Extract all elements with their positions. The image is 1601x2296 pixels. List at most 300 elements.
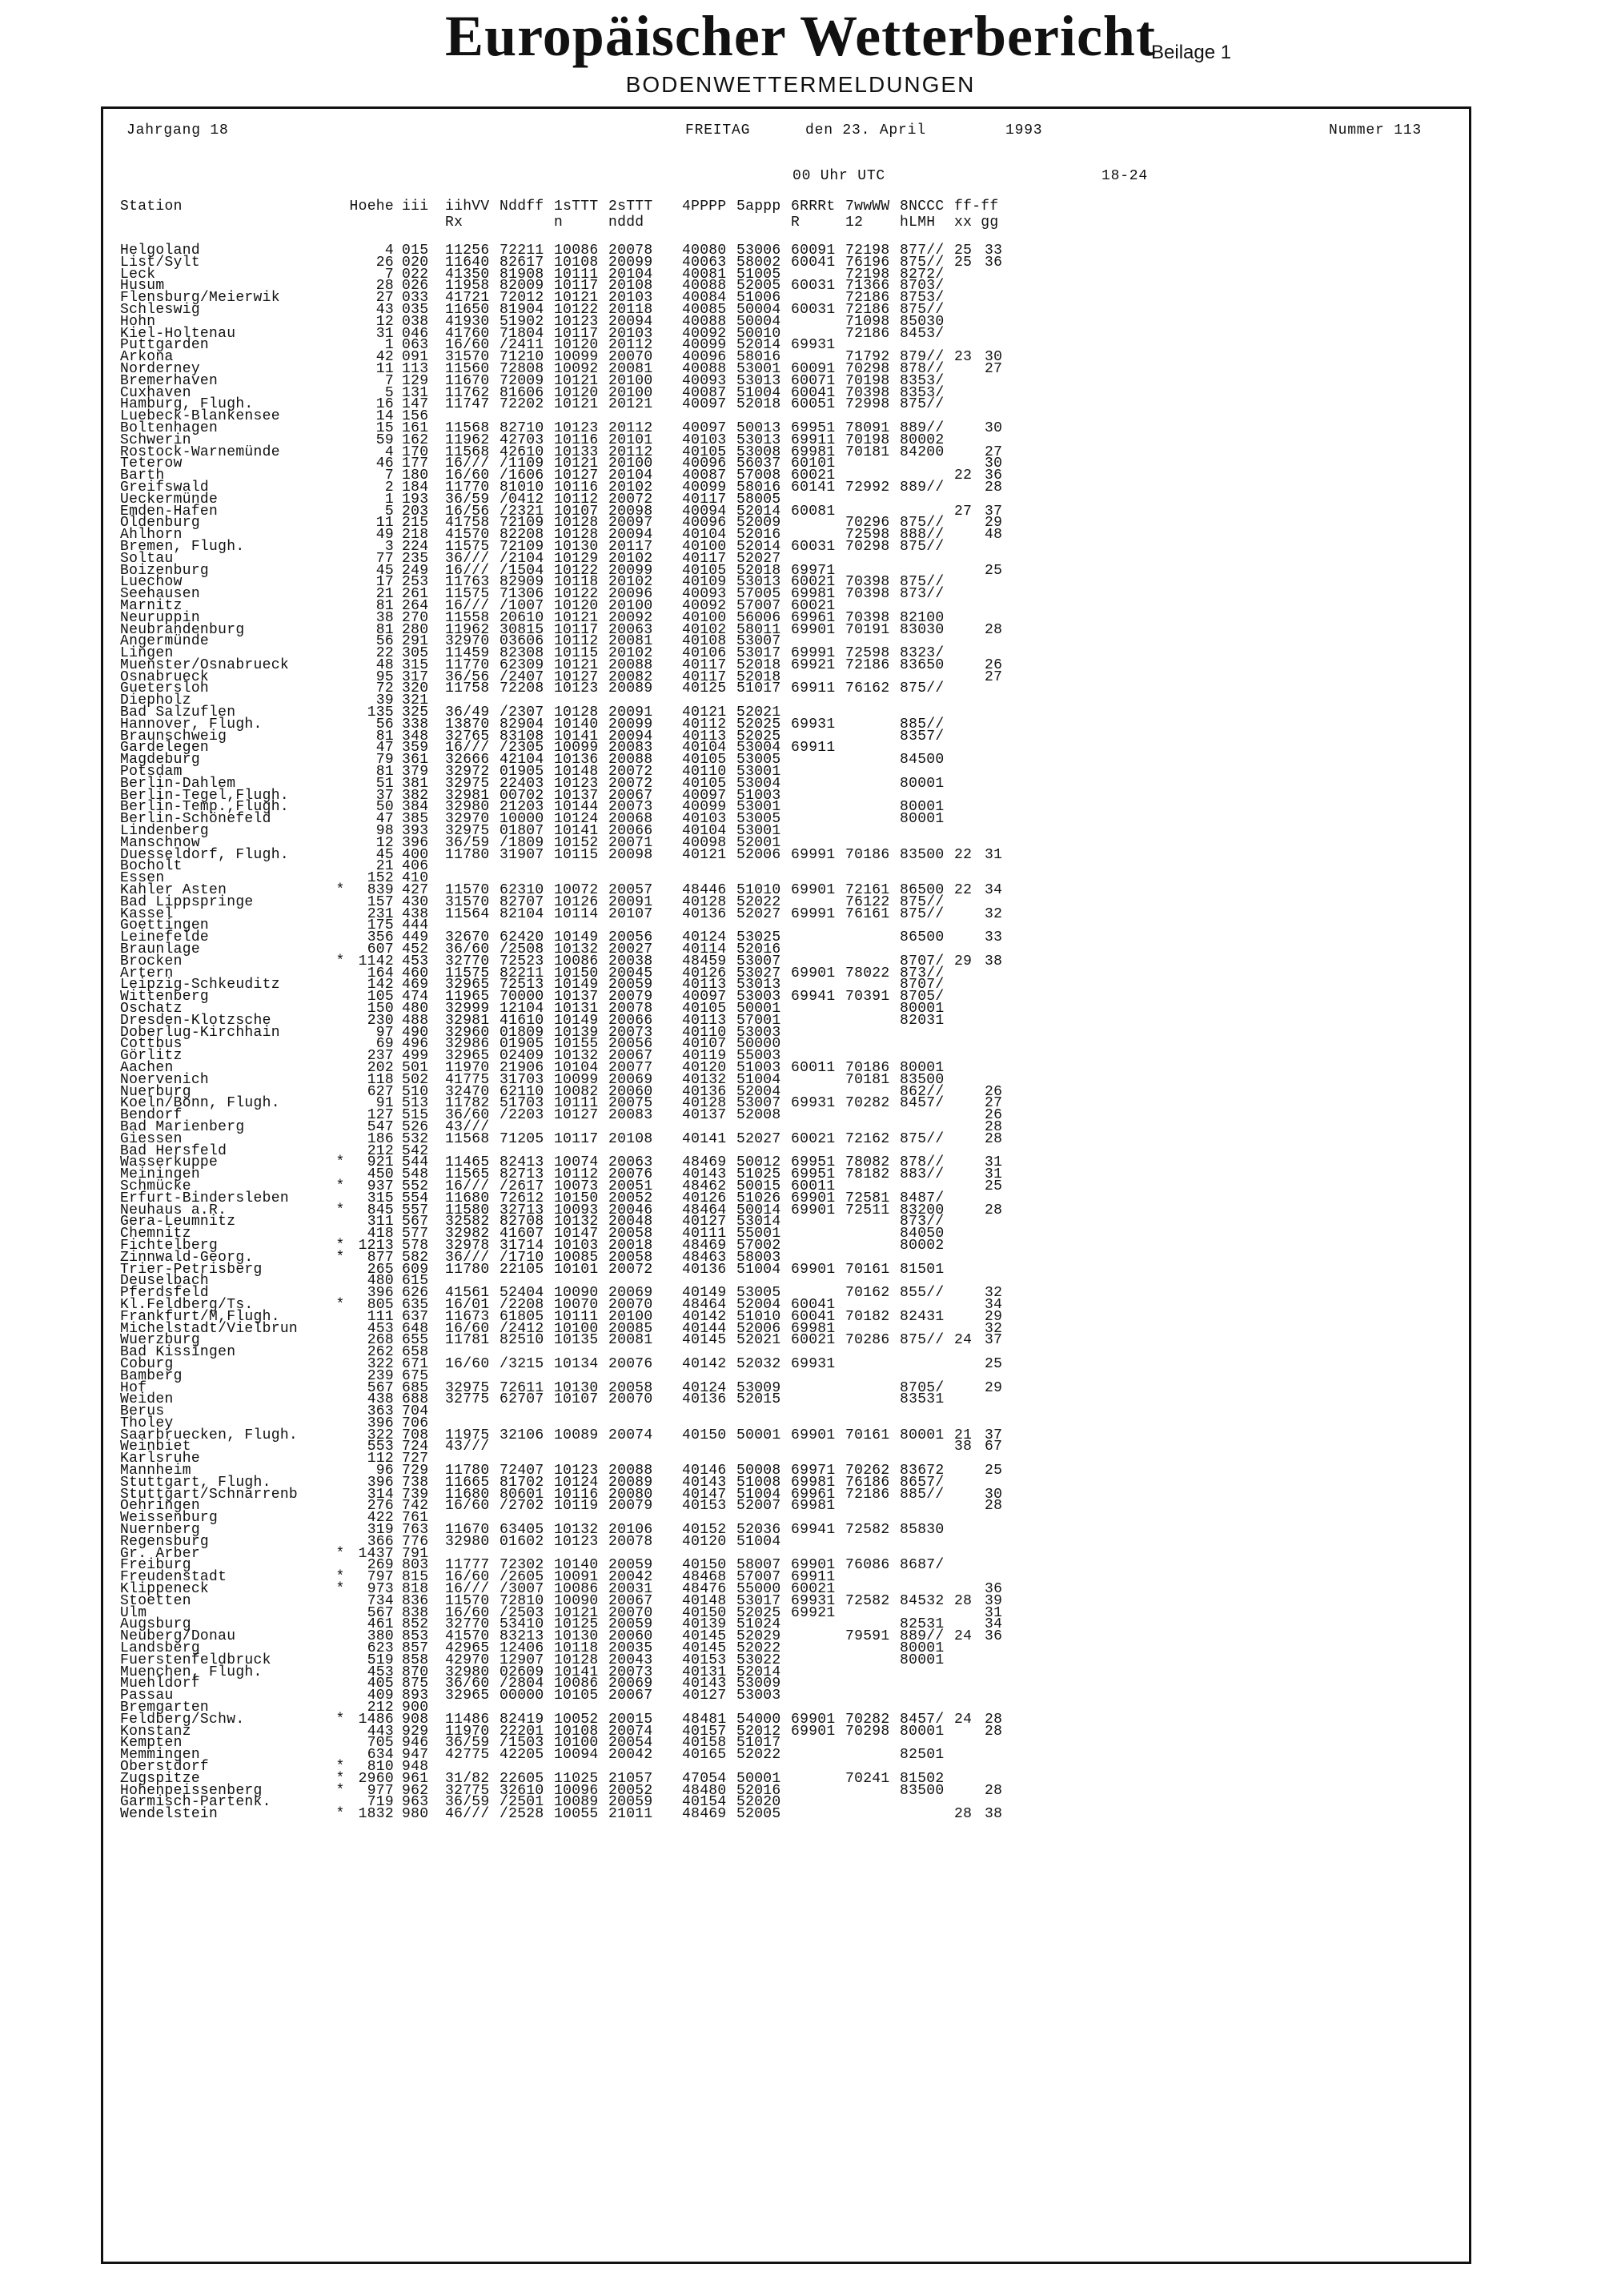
- cell-w7: 72998: [845, 396, 890, 413]
- cell-iii: 875: [402, 1676, 429, 1692]
- cell-t1: 10155: [554, 1036, 599, 1053]
- cell-iihvv: 11465: [445, 1154, 490, 1171]
- cell-n8: 80001: [900, 1723, 945, 1740]
- table-row: [120, 1749, 1015, 1761]
- cell-a5: 50001: [736, 1770, 781, 1787]
- cell-r6: 69981: [791, 444, 836, 460]
- cell-iii: 320: [402, 680, 429, 697]
- cell-star: *: [335, 1759, 345, 1775]
- cell-t1: 10150: [554, 965, 599, 981]
- cell-n8: 875//: [900, 574, 945, 591]
- cell-w7: [845, 1749, 900, 1761]
- cell-iii: 156: [402, 408, 429, 425]
- cell-iii: 261: [402, 586, 429, 603]
- cell-iihvv: 11580: [445, 1202, 490, 1218]
- cell-iii: 688: [402, 1391, 429, 1408]
- cell-iihvv: 16/60: [445, 1355, 490, 1372]
- cell-hoehe: 12: [375, 313, 394, 330]
- cell-t1: 10112: [554, 1166, 599, 1183]
- cell-station: Michelstadt/Vielbrun: [120, 1320, 299, 1337]
- cell-ff1: [954, 363, 985, 375]
- cell-a5: 50015: [736, 1178, 781, 1194]
- cell-ff2: 36: [985, 468, 1003, 484]
- cell-n8: [900, 1441, 954, 1453]
- cell-t2: 20098: [608, 846, 653, 863]
- cell-ff2: [985, 695, 1015, 707]
- cell-star: [331, 387, 349, 399]
- cell-n8: 83030: [900, 621, 945, 638]
- cell-station: Fuerstenfeldbruck: [120, 1652, 271, 1668]
- cell-nddff: 03606: [500, 633, 544, 650]
- cell-hoehe: 16: [375, 396, 394, 413]
- cell-station: Bad Kissingen: [120, 1344, 236, 1361]
- cell-t1: 10072: [554, 882, 599, 899]
- cell-p4: 40145: [682, 1640, 727, 1657]
- cell-hoehe: 4: [384, 444, 394, 460]
- table-row: [120, 1441, 1015, 1453]
- cell-ff2: 26: [985, 1107, 1003, 1124]
- cell-ff2: 26: [985, 1083, 1003, 1100]
- cell-t1: 10121: [554, 456, 599, 472]
- cell-ff1: [954, 1571, 985, 1584]
- cell-hoehe: 237: [367, 1048, 394, 1065]
- cell-hoehe: 11: [375, 360, 394, 377]
- cell-a5: 53014: [736, 1214, 781, 1230]
- cell-n8: 873//: [900, 586, 945, 603]
- cell-w7: 70296: [845, 515, 890, 532]
- cell-star: [331, 1596, 349, 1608]
- cell-r6: 69951: [791, 1166, 836, 1183]
- cell-p4: 40121: [682, 704, 727, 721]
- cell-station: Ulm: [120, 1604, 147, 1621]
- cell-t2: 20106: [608, 1522, 653, 1539]
- cell-star: [331, 837, 349, 849]
- cell-iii: 548: [402, 1166, 429, 1183]
- cell-nddff: /1504: [500, 562, 544, 579]
- cell-t2: 20059: [608, 977, 653, 993]
- observation-time-label: 00 Uhr UTC: [792, 168, 886, 184]
- cell-star: [331, 766, 349, 778]
- cell-ff2: 28: [985, 621, 1003, 638]
- cell-star: [331, 1347, 349, 1359]
- cell-n8: 83650: [900, 656, 945, 673]
- cell-t2: 20073: [608, 799, 653, 816]
- cell-nddff: 01807: [500, 823, 544, 840]
- cell-p4: 40124: [682, 929, 727, 946]
- cell-a5: 53007: [736, 1095, 781, 1112]
- cell-ff1: [954, 612, 985, 624]
- cell-iihvv: 16///: [445, 740, 490, 757]
- cell-hoehe: 212: [367, 1700, 394, 1716]
- cell-p4: 40080: [682, 243, 727, 259]
- cell-iii: 033: [402, 290, 429, 307]
- cell-star: [331, 636, 349, 648]
- cell-iii: 113: [402, 360, 429, 377]
- cell-star: [331, 1465, 349, 1477]
- cell-w7: 70161: [845, 1427, 890, 1443]
- cell-iii: 626: [402, 1285, 429, 1302]
- cell-hoehe: 152: [367, 870, 394, 887]
- cell-n8: 8657/: [900, 1474, 945, 1491]
- cell-iii: 400: [402, 846, 429, 863]
- cell-n8: 86500: [900, 929, 945, 946]
- cell-iii: 542: [402, 1142, 429, 1159]
- cell-iihvv: 16/60: [445, 1604, 490, 1621]
- cell-iihvv: 11673: [445, 1308, 490, 1325]
- cell-star: [331, 1406, 349, 1418]
- cell-n8: 80001: [900, 1001, 945, 1017]
- cell-station: Koeln/Bonn, Flugh.: [120, 1095, 280, 1112]
- cell-ff1: [954, 979, 985, 991]
- cell-t2: 20067: [608, 787, 653, 804]
- cell-station: Berlin-Schönefeld: [120, 811, 271, 828]
- cell-station: Konstanz: [120, 1723, 191, 1740]
- cell-iii: 704: [402, 1403, 429, 1420]
- cell-station: Berus: [120, 1403, 165, 1420]
- cell-r6: 69981: [791, 1474, 836, 1491]
- cell-star: [331, 719, 349, 731]
- cell-iii: 852: [402, 1616, 429, 1633]
- cell-t1: 10094: [554, 1747, 599, 1764]
- cell-hoehe: 96: [375, 1463, 394, 1479]
- cell-a5: 51025: [736, 1166, 781, 1183]
- cell-hoehe: 81: [375, 764, 394, 781]
- cell-star: [331, 399, 349, 411]
- cell-p4: 40128: [682, 1095, 727, 1112]
- cell-ff1: [954, 968, 985, 980]
- cell-w7: [845, 1643, 900, 1655]
- cell-a5: 53005: [736, 811, 781, 828]
- cell-t2: 20018: [608, 1237, 653, 1254]
- cell-n8: 85830: [900, 1522, 945, 1539]
- cell-n8: 8703/: [900, 278, 945, 295]
- cell-t2: 20088: [608, 1463, 653, 1479]
- cell-iihvv: 11565: [445, 1166, 490, 1183]
- cell-ff1: [954, 683, 985, 695]
- cell-p4: 40105: [682, 752, 727, 769]
- cell-p4: 40093: [682, 586, 727, 603]
- cell-ff2: 36: [985, 1628, 1003, 1645]
- cell-t1: 10090: [554, 1285, 599, 1302]
- cell-w7: [845, 1110, 900, 1122]
- cell-t2: 20112: [608, 337, 653, 354]
- cell-a5: 50013: [736, 419, 781, 436]
- cell-iii: 218: [402, 527, 429, 544]
- cell-iii: 706: [402, 1415, 429, 1431]
- cell-ff2: 30: [985, 456, 1003, 472]
- cell-n8: [900, 1536, 954, 1548]
- cell-a5: [736, 1441, 791, 1453]
- cell-ff2: [985, 1406, 1015, 1418]
- cell-a5: 58011: [736, 621, 781, 638]
- cell-star: [331, 1667, 349, 1679]
- table-row: [120, 1110, 1015, 1122]
- cell-r6: [791, 1773, 845, 1785]
- cell-a5: 57001: [736, 1012, 781, 1029]
- cell-iii: 526: [402, 1118, 429, 1135]
- cell-iii: 170: [402, 444, 429, 460]
- cell-w7: 70241: [845, 1770, 890, 1787]
- cell-ff1: [954, 1773, 985, 1785]
- cell-star: [331, 1015, 349, 1027]
- cell-r6: 60091: [791, 360, 836, 377]
- cell-iii: 724: [402, 1439, 429, 1455]
- cell-star: [331, 1027, 349, 1039]
- cell-hoehe: 21: [375, 858, 394, 875]
- cell-n8: 875//: [900, 1130, 945, 1147]
- cell-t2: 20066: [608, 1012, 653, 1029]
- cell-a5: 52022: [736, 1747, 781, 1764]
- cell-t2: 20099: [608, 562, 653, 579]
- cell-t2: 20059: [608, 1557, 653, 1574]
- cell-n8: 80001: [900, 1640, 945, 1657]
- cell-hoehe: 265: [367, 1261, 394, 1278]
- cell-ff1: [954, 304, 985, 316]
- cell-iii: 900: [402, 1700, 429, 1716]
- cell-hoehe: 26: [375, 254, 394, 271]
- cell-station: Oschatz: [120, 1001, 183, 1017]
- cell-star: [331, 506, 349, 518]
- cell-nddff: /1606: [500, 468, 544, 484]
- cell-station: Stuttgart/Schnarrenb: [120, 1486, 299, 1503]
- cell-hoehe: 937: [367, 1178, 394, 1194]
- cell-hoehe: 112: [367, 1451, 394, 1467]
- column-heading-bottom: [120, 215, 331, 231]
- cell-station: Bremerhaven: [120, 372, 219, 389]
- cell-t2: 20038: [608, 953, 653, 969]
- cell-t1: 10092: [554, 360, 599, 377]
- cell-station: Cuxhaven: [120, 384, 191, 401]
- cell-p4: 40105: [682, 444, 727, 460]
- cell-w7: [845, 719, 900, 731]
- cell-ff2: 30: [985, 349, 1003, 366]
- cell-r6: [791, 1240, 845, 1252]
- cell-w7: [845, 1015, 900, 1027]
- cell-p4: 40128: [682, 893, 727, 910]
- cell-t1: 10117: [554, 278, 599, 295]
- cell-r6: [791, 1275, 845, 1287]
- cell-r6: [791, 1110, 845, 1122]
- cell-ff2: [985, 1655, 1015, 1667]
- cell-r6: 69931: [791, 1355, 836, 1372]
- cell-a5: 53022: [736, 1652, 781, 1668]
- cell-iihvv: 32770: [445, 1616, 490, 1633]
- cell-t2: 20098: [608, 503, 653, 520]
- cell-iii: 022: [402, 266, 429, 283]
- cell-hoehe: 519: [367, 1652, 394, 1668]
- cell-iihvv: 11680: [445, 1190, 490, 1206]
- cell-r6: 69941: [791, 989, 836, 1006]
- cell-r6: 69911: [791, 680, 836, 697]
- cell-r6: [791, 1027, 845, 1039]
- cell-iii: 384: [402, 799, 429, 816]
- cell-a5: 51004: [736, 384, 781, 401]
- cell-ff2: 28: [985, 1130, 1003, 1147]
- cell-t1: 10116: [554, 479, 599, 496]
- cell-hoehe: 27: [375, 290, 394, 307]
- column-heading-top: Station: [120, 199, 183, 215]
- cell-hoehe: 1: [384, 337, 394, 354]
- cell-ff1: 27: [954, 503, 973, 520]
- cell-station: Hannover, Flugh.: [120, 716, 263, 733]
- cell-ff2: 67: [985, 1439, 1003, 1455]
- cell-ff1: [954, 600, 985, 612]
- cell-iii: 908: [402, 1711, 429, 1728]
- cell-ff2: 32: [985, 1320, 1003, 1337]
- cell-w7: [845, 813, 900, 825]
- cell-t2: 20091: [608, 704, 653, 721]
- cell-iihvv: 11763: [445, 574, 490, 591]
- cell-t1: 10117: [554, 621, 599, 638]
- cell-t1: 10070: [554, 1296, 599, 1313]
- cell-ff2: 36: [985, 1581, 1003, 1598]
- cell-iii: 264: [402, 597, 429, 614]
- table-row: [120, 909, 1015, 921]
- cell-hoehe: 98: [375, 823, 394, 840]
- cell-n8: 80001: [900, 799, 945, 816]
- cell-star: [331, 813, 349, 825]
- cell-r6: 69901: [791, 1427, 836, 1443]
- cell-a5: 52006: [736, 1320, 781, 1337]
- cell-hoehe: 453: [367, 1320, 394, 1337]
- cell-iihvv: 43///: [445, 1118, 490, 1135]
- cell-ff1: [954, 1347, 985, 1359]
- cell-iihvv: 11970: [445, 1059, 490, 1076]
- cell-p4: [682, 1406, 736, 1418]
- cell-ff1: [954, 1264, 985, 1276]
- cell-station: Erfurt-Bindersleben: [120, 1190, 289, 1206]
- cell-t1: 10118: [554, 1640, 599, 1657]
- cell-w7: [845, 861, 900, 873]
- cell-p4: 40106: [682, 645, 727, 662]
- cell-star: [331, 1631, 349, 1643]
- cell-t1: 10122: [554, 586, 599, 603]
- cell-w7: 72186: [845, 290, 890, 307]
- cell-t1: 10121: [554, 609, 599, 626]
- cell-hoehe: 418: [367, 1226, 394, 1242]
- cell-p4: 40088: [682, 360, 727, 377]
- cell-a5: 52021: [736, 704, 781, 721]
- cell-star: [331, 1418, 349, 1430]
- cell-ff1: [954, 375, 985, 387]
- cell-station: Nuernberg: [120, 1522, 200, 1539]
- cell-w7: 70298: [845, 538, 890, 555]
- cell-nddff: 71205: [500, 1130, 544, 1147]
- cell-r6: [791, 754, 845, 766]
- cell-nddff: 81010: [500, 479, 544, 496]
- cell-iii: 635: [402, 1296, 429, 1313]
- cell-iii: 385: [402, 811, 429, 828]
- cell-nddff: /2617: [500, 1178, 544, 1194]
- cell-r6: 69961: [791, 1486, 836, 1503]
- cell-n8: 873//: [900, 1214, 945, 1230]
- cell-t2: 20092: [608, 609, 653, 626]
- table-row: [120, 1500, 1015, 1512]
- cell-w7: [845, 932, 900, 944]
- cell-iii: 532: [402, 1130, 429, 1147]
- cell-hoehe: 31: [375, 325, 394, 342]
- cell-ff1: 22: [954, 468, 973, 484]
- cell-ff2: 31: [985, 1166, 1003, 1183]
- cell-a5: 51006: [736, 290, 781, 307]
- year-label: 1993: [1005, 122, 1043, 138]
- cell-nddff: 82208: [500, 527, 544, 544]
- cell-nddff: [500, 861, 554, 873]
- cell-iihvv: 36/59: [445, 834, 490, 851]
- cell-nddff: 31907: [500, 846, 544, 863]
- cell-w7: 70198: [845, 372, 890, 389]
- cell-station: Zugspitze: [120, 1770, 200, 1787]
- cell-p4: 48469: [682, 1154, 727, 1171]
- cell-ff2: [985, 1003, 1015, 1015]
- cell-r6: 60091: [791, 243, 836, 259]
- cell-star: [331, 1371, 349, 1383]
- cell-iii: 490: [402, 1024, 429, 1041]
- cell-a5: 57008: [736, 468, 781, 484]
- cell-w7: [845, 742, 900, 754]
- cell-iihvv: 32765: [445, 728, 490, 745]
- cell-a5: 52008: [736, 1107, 781, 1124]
- cell-ff2: [985, 778, 1015, 790]
- cell-t1: 10140: [554, 716, 599, 733]
- cell-star: [331, 375, 349, 387]
- cell-t1: 10111: [554, 1095, 599, 1112]
- cell-w7: 78182: [845, 1166, 890, 1183]
- cell-t2: 20031: [608, 1581, 653, 1598]
- cell-a5: 58016: [736, 349, 781, 366]
- cell-iii: 510: [402, 1083, 429, 1100]
- cell-station: Regensburg: [120, 1533, 210, 1550]
- cell-t1: 10123: [554, 1463, 599, 1479]
- cell-t2: [608, 1406, 682, 1418]
- cell-iihvv: 41721: [445, 290, 490, 307]
- cell-t1: 10089: [554, 1794, 599, 1811]
- cell-iii: 348: [402, 728, 429, 745]
- cell-hoehe: 11: [375, 515, 394, 532]
- cell-nddff: 82904: [500, 716, 544, 733]
- cell-star: [331, 1275, 349, 1287]
- cell-t2: 20067: [608, 1048, 653, 1065]
- cell-p4: 40127: [682, 1214, 727, 1230]
- cell-t2: 20079: [608, 1498, 653, 1515]
- cell-nddff: 42205: [500, 1747, 544, 1764]
- cell-p4: 40117: [682, 656, 727, 673]
- cell-t1: 10115: [554, 645, 599, 662]
- cell-ff1: [954, 1785, 985, 1797]
- cell-n8: 8323/: [900, 645, 945, 662]
- cell-ff2: 25: [985, 1463, 1003, 1479]
- cell-t1: 10099: [554, 1071, 599, 1088]
- cell-ff2: [985, 790, 1015, 802]
- cell-ff1: [954, 541, 985, 553]
- cell-nddff: 02409: [500, 1048, 544, 1065]
- cell-nddff: 02609: [500, 1664, 544, 1680]
- cell-p4: 40148: [682, 1592, 727, 1609]
- cell-t2: 20102: [608, 479, 653, 496]
- cell-ff1: [954, 1667, 985, 1679]
- cell-w7: [845, 1406, 900, 1418]
- cell-a5: 50001: [736, 1001, 781, 1017]
- cell-p4: 48462: [682, 1178, 727, 1194]
- cell-ff1: [954, 482, 985, 494]
- cell-station: Mannheim: [120, 1463, 191, 1479]
- cell-ff2: 27: [985, 668, 1003, 685]
- cell-iii: 961: [402, 1770, 429, 1787]
- cell-n8: 888//: [900, 527, 945, 544]
- cell-r6: [791, 695, 845, 707]
- cell-ff1: 28: [954, 1592, 973, 1609]
- cell-ff1: 28: [954, 1806, 973, 1823]
